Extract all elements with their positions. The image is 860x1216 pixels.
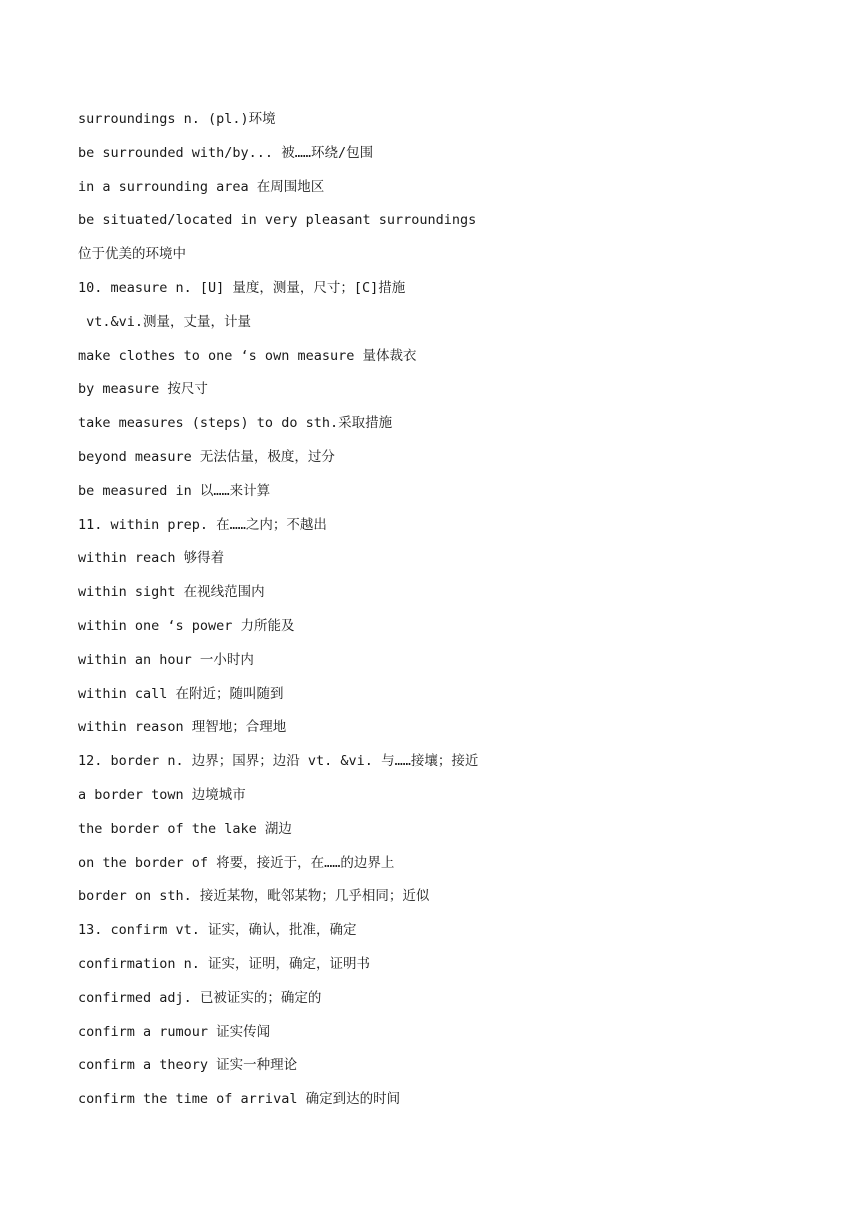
text-line: surroundings n. (pl.)环境 [78,111,276,127]
text-line: within reason 理智地；合理地 [78,719,287,736]
text-line: make clothes to one ‘s own measure 量体裁衣 [78,347,417,364]
text-line: within call 在附近；随叫随到 [78,685,284,702]
text-line: be situated/located in very pleasant surroundings [78,212,477,229]
text-line: within sight 在视线范围内 [78,584,265,601]
text-line: in a surrounding area 在周围地区 [78,178,325,195]
text-line: 位于优美的环境中 [78,246,186,263]
text-line: be measured in 以……来计算 [78,482,271,499]
text-line: the border of the lake 湖边 [78,820,292,837]
text-line: border on sth. 接近某物，毗邻某物；几乎相同；近似 [78,888,430,905]
entry-heading-border: 12. border n. 边界；国界；边沿 vt. &vi. 与……接壤；接近 [78,753,479,770]
text-line: be surrounded with/by... 被……环绕/包围 [78,144,374,161]
text-line: within reach 够得着 [78,550,225,567]
entry-heading-confirm: 13. confirm vt. 证实，确认，批准，确定 [78,922,357,939]
text-line: on the border of 将要，接近于，在……的边界上 [78,854,395,871]
text-line: confirmed adj. 已被证实的；确定的 [78,989,322,1006]
text-line: within an hour 一小时内 [78,651,254,668]
entry-heading-within: 11. within prep. 在……之内；不越出 [78,516,327,533]
text-line: beyond measure 无法估量，极度，过分 [78,448,335,465]
text-line: a border town 边境城市 [78,786,246,803]
text-line: take measures (steps) to do sth.采取措施 [78,415,393,432]
text-line: vt.&vi.测量，丈量，计量 [78,313,252,330]
text-line: confirm a theory 证实一种理论 [78,1057,298,1074]
vocabulary-list [78,108,798,1122]
text-line: confirm a rumour 证实传闻 [78,1023,271,1040]
text-line: by measure 按尺寸 [78,381,208,398]
text-line: within one ‘s power 力所能及 [78,617,295,634]
entry-heading-measure: 10. measure n. [U] 量度，测量，尺寸；[C]措施 [78,279,406,296]
text-line: confirmation n. 证实，证明，确定，证明书 [78,955,371,972]
text-line: confirm the time of arrival 确定到达的时间 [78,1091,401,1108]
